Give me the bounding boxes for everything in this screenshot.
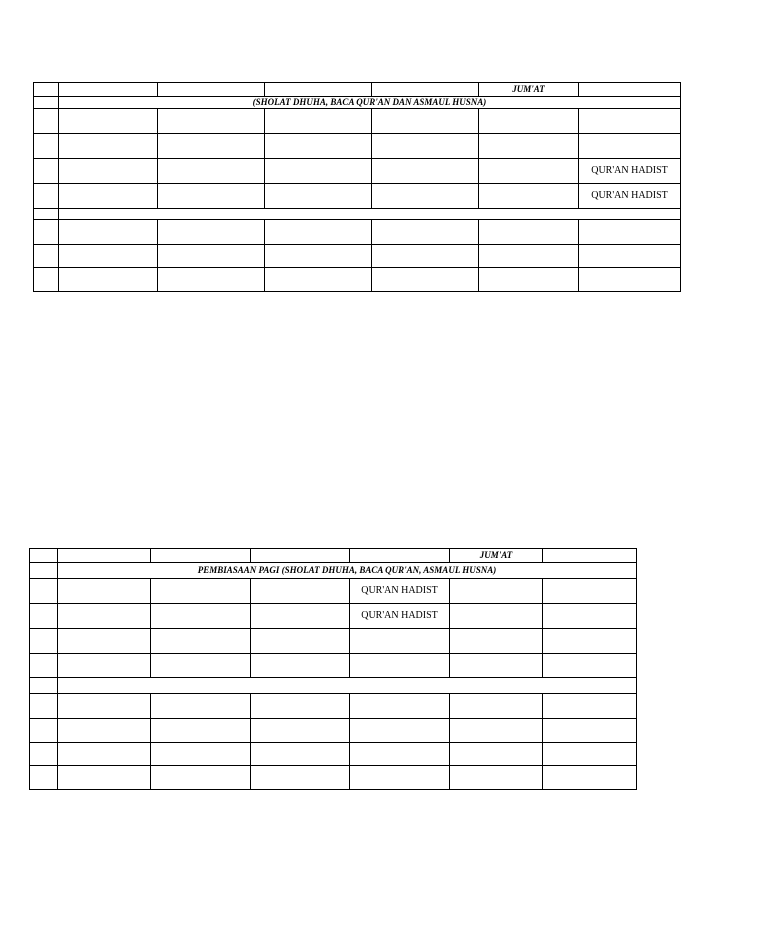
- table-cell: [372, 184, 479, 209]
- table-cell: [579, 245, 681, 268]
- table-cell: [251, 629, 350, 654]
- table-cell: [34, 245, 59, 268]
- table-cell: [58, 719, 151, 743]
- table-cell: [372, 268, 479, 292]
- table-cell: [158, 245, 265, 268]
- table-cell: [543, 629, 637, 654]
- table-cell: [34, 159, 59, 184]
- table-cell: [34, 268, 59, 292]
- table-cell: [151, 766, 251, 790]
- table-cell: [151, 604, 251, 629]
- table-cell: [350, 629, 450, 654]
- table-cell: [59, 220, 158, 245]
- break-row: [34, 209, 681, 220]
- table-cell: [450, 654, 543, 678]
- table-cell: [251, 719, 350, 743]
- table-cell: [30, 694, 58, 719]
- table-cell: [59, 134, 158, 159]
- table-cell: [251, 579, 350, 604]
- table-row: [34, 245, 681, 268]
- table-row: [30, 604, 637, 629]
- table-cell: [350, 549, 450, 563]
- table-row: [34, 184, 681, 209]
- table-cell: [30, 579, 58, 604]
- table-cell: [58, 549, 151, 563]
- table-cell: [151, 654, 251, 678]
- table-cell: [543, 549, 637, 563]
- header-row: [30, 549, 637, 563]
- cell: [158, 83, 265, 97]
- cell: [372, 83, 479, 97]
- table-cell: [30, 629, 58, 654]
- table-row: [30, 694, 637, 719]
- table-cell: [479, 245, 579, 268]
- table-cell: [151, 549, 251, 563]
- table-cell: [265, 159, 372, 184]
- table-cell: [543, 579, 637, 604]
- table-cell: [372, 159, 479, 184]
- break-row: [30, 678, 637, 694]
- table-cell: [59, 184, 158, 209]
- subject-cell: QUR'AN HADIST: [579, 184, 681, 209]
- table-cell: [58, 654, 151, 678]
- table-cell: [158, 184, 265, 209]
- table-cell: [59, 268, 158, 292]
- header-row: [34, 83, 681, 97]
- cell: [59, 83, 158, 97]
- table-cell: [543, 604, 637, 629]
- table-cell: [251, 654, 350, 678]
- table-cell: [151, 719, 251, 743]
- table-row: [30, 579, 637, 604]
- day-header-jumat: JUM'AT: [450, 549, 543, 563]
- table-cell: [34, 209, 59, 220]
- table-row: [34, 109, 681, 134]
- table-cell: [265, 268, 372, 292]
- table-cell: [265, 220, 372, 245]
- activity-banner: (SHOLAT DHUHA, BACA QUR'AN DAN ASMAUL HUSNA): [59, 97, 681, 109]
- table-row: [34, 268, 681, 292]
- table-cell: [58, 743, 151, 766]
- table-cell: [579, 109, 681, 134]
- banner-row: [34, 97, 681, 109]
- table-cell: [350, 694, 450, 719]
- table-cell: [543, 654, 637, 678]
- table-cell: [34, 184, 59, 209]
- table-cell: [450, 766, 543, 790]
- banner-row: [30, 563, 637, 579]
- table-cell: [450, 719, 543, 743]
- table-row: [30, 719, 637, 743]
- table-cell: [58, 678, 637, 694]
- table-cell: [350, 743, 450, 766]
- table-cell: [58, 766, 151, 790]
- cell: [265, 83, 372, 97]
- table-row: [34, 134, 681, 159]
- table-row: [34, 159, 681, 184]
- table-cell: [58, 579, 151, 604]
- table-cell: [30, 719, 58, 743]
- table-cell: [151, 694, 251, 719]
- table-cell: [158, 220, 265, 245]
- table-cell: [579, 268, 681, 292]
- table-cell: [265, 245, 372, 268]
- table-row: [30, 766, 637, 790]
- table-cell: [265, 109, 372, 134]
- subject-cell: QUR'AN HADIST: [579, 159, 681, 184]
- subject-cell: QUR'AN HADIST: [350, 604, 450, 629]
- table-cell: [543, 766, 637, 790]
- table-cell: [151, 629, 251, 654]
- table-cell: [58, 629, 151, 654]
- subject-cell: QUR'AN HADIST: [350, 579, 450, 604]
- cell: [34, 97, 59, 109]
- schedule-table-2: [29, 548, 637, 790]
- table-cell: [158, 268, 265, 292]
- table-cell: [350, 766, 450, 790]
- table-cell: [34, 220, 59, 245]
- table-cell: [350, 654, 450, 678]
- table-cell: [251, 604, 350, 629]
- table-cell: [34, 134, 59, 159]
- table-cell: [251, 766, 350, 790]
- day-header-jumat: JUM'AT: [479, 83, 579, 97]
- table-row: [30, 743, 637, 766]
- table-cell: [265, 134, 372, 159]
- table-row: [30, 654, 637, 678]
- table-cell: [158, 159, 265, 184]
- table-cell: [151, 743, 251, 766]
- table-cell: [151, 579, 251, 604]
- table-cell: [479, 109, 579, 134]
- table-cell: [30, 549, 58, 563]
- table-cell: [59, 159, 158, 184]
- table-cell: [579, 134, 681, 159]
- table-cell: [479, 268, 579, 292]
- table-cell: [372, 134, 479, 159]
- table-cell: [543, 719, 637, 743]
- table-cell: [30, 678, 58, 694]
- table-cell: [479, 159, 579, 184]
- table-cell: [579, 220, 681, 245]
- table-cell: [479, 220, 579, 245]
- table-cell: [30, 604, 58, 629]
- table-cell: [59, 245, 158, 268]
- table-cell: [450, 694, 543, 719]
- table-cell: [350, 719, 450, 743]
- table-cell: [158, 109, 265, 134]
- table-cell: [265, 184, 372, 209]
- table-cell: [450, 579, 543, 604]
- table-cell: [30, 766, 58, 790]
- table-cell: [450, 629, 543, 654]
- table-cell: [58, 694, 151, 719]
- table-cell: [543, 694, 637, 719]
- table-cell: [58, 604, 151, 629]
- schedule-table-1: [33, 82, 681, 292]
- table-cell: [30, 743, 58, 766]
- table-cell: [372, 245, 479, 268]
- table-row: [30, 629, 637, 654]
- table-row: [34, 220, 681, 245]
- table-cell: [450, 743, 543, 766]
- table-cell: [372, 109, 479, 134]
- table-cell: [251, 694, 350, 719]
- table-cell: [30, 654, 58, 678]
- activity-banner: PEMBIASAAN PAGI (SHOLAT DHUHA, BACA QUR'AN, ASMAUL HUSNA): [58, 563, 637, 579]
- table-cell: [59, 109, 158, 134]
- table-cell: [450, 604, 543, 629]
- table-cell: [59, 209, 681, 220]
- table-cell: [251, 549, 350, 563]
- table-cell: [479, 184, 579, 209]
- cell: [579, 83, 681, 97]
- table-cell: [479, 134, 579, 159]
- cell: [34, 83, 59, 97]
- table-cell: [158, 134, 265, 159]
- table-cell: [543, 743, 637, 766]
- table-cell: [30, 563, 58, 579]
- table-cell: [372, 220, 479, 245]
- table-cell: [34, 109, 59, 134]
- table-cell: [251, 743, 350, 766]
